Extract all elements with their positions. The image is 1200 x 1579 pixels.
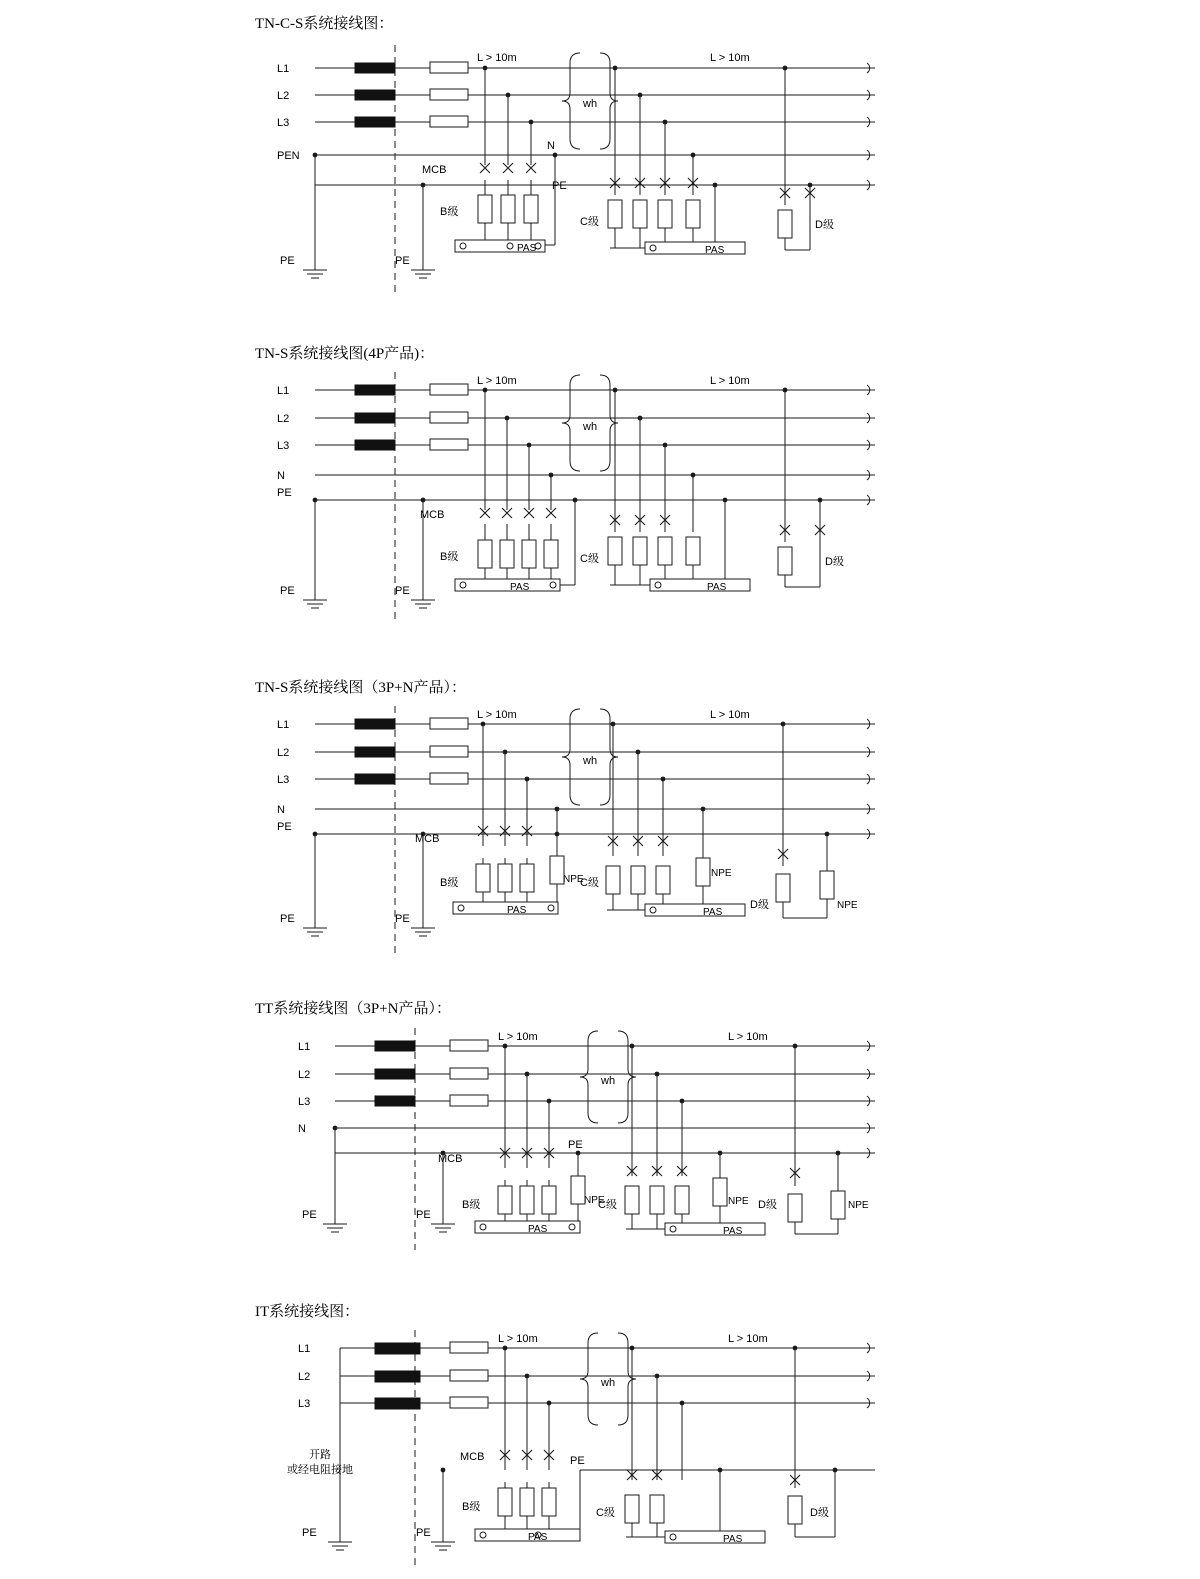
label-pe-mid: PE — [570, 1455, 585, 1467]
it-note-line2: 或经电阻接地 — [287, 1464, 353, 1476]
label-length-2: L > 10m — [710, 375, 750, 387]
label-wh: wh — [583, 755, 598, 767]
label-l2: L2 — [277, 413, 290, 425]
label-pe-second: PE — [416, 1527, 431, 1539]
label-class-c: C级 — [580, 553, 599, 565]
label-class-c: C级 — [598, 1199, 617, 1211]
label-pe-left: PE — [280, 255, 295, 267]
label-length-1: L > 10m — [477, 52, 517, 64]
label-pe-bus: PE — [277, 821, 292, 833]
label-l1: L1 — [277, 719, 290, 731]
label-class-c: C级 — [580, 216, 599, 228]
label-class-d: D级 — [825, 556, 844, 568]
label-npe-b: NPE — [563, 874, 584, 885]
label-l3: L3 — [277, 774, 290, 786]
diagram-it — [280, 1330, 920, 1575]
section-title-it: IT系统接线图： — [255, 1304, 360, 1320]
label-length-1: L > 10m — [477, 709, 517, 721]
label-length-1: L > 10m — [498, 1031, 538, 1043]
label-length-1: L > 10m — [498, 1333, 538, 1345]
section-title-tns4p: TN-S系统接线图(4P产品)： — [255, 346, 435, 362]
label-pe-mid: PE — [568, 1139, 583, 1151]
label-npe-c: NPE — [728, 1196, 749, 1207]
label-class-b: B级 — [462, 1199, 481, 1211]
diagram-tns4p — [255, 372, 915, 632]
label-l2: L2 — [298, 1371, 311, 1383]
label-l1: L1 — [298, 1343, 311, 1355]
section-title-tt3pn: TT系统接线图（3P+N产品）： — [255, 1001, 451, 1017]
label-class-d: D级 — [750, 899, 769, 911]
label-wh: wh — [601, 1377, 616, 1389]
label-l3: L3 — [298, 1096, 311, 1108]
label-mcb: MCB — [415, 833, 440, 845]
label-class-b: B级 — [440, 551, 459, 563]
label-l2: L2 — [277, 90, 290, 102]
label-l3: L3 — [277, 117, 290, 129]
label-pe-second: PE — [395, 255, 410, 267]
label-pas-1: PAS — [517, 243, 537, 254]
label-length-2: L > 10m — [710, 52, 750, 64]
label-pe-second: PE — [416, 1209, 431, 1221]
label-wh: wh — [601, 1075, 616, 1087]
label-class-c: C级 — [596, 1507, 615, 1519]
label-n: N — [547, 140, 555, 152]
label-l2: L2 — [298, 1069, 311, 1081]
label-pas-1: PAS — [528, 1532, 548, 1543]
label-mcb: MCB — [420, 509, 445, 521]
label-npe-d: NPE — [837, 900, 858, 911]
label-l2: L2 — [277, 747, 290, 759]
label-pe-second: PE — [395, 913, 410, 925]
label-pe-left: PE — [302, 1209, 317, 1221]
label-n: N — [277, 804, 285, 816]
label-wh: wh — [583, 421, 598, 433]
label-class-d: D级 — [758, 1199, 777, 1211]
label-pas-1: PAS — [528, 1224, 548, 1235]
label-pas-2: PAS — [723, 1534, 743, 1545]
diagram-tncs — [255, 45, 915, 300]
label-class-d: D级 — [810, 1507, 829, 1519]
label-class-d: D级 — [815, 219, 834, 231]
label-npe-d: NPE — [848, 1200, 869, 1211]
label-pe-second: PE — [395, 585, 410, 597]
label-class-b: B级 — [440, 877, 459, 889]
label-pas-1: PAS — [510, 582, 530, 593]
label-n: N — [298, 1123, 306, 1135]
section-title-tncs: TN-C-S系统接线图： — [255, 16, 394, 32]
label-pe-mid: PE — [552, 180, 567, 192]
label-pas-2: PAS — [703, 907, 723, 918]
diagram-tt3pn — [280, 1028, 920, 1253]
label-npe-b: NPE — [584, 1195, 605, 1206]
label-class-b: B级 — [440, 206, 459, 218]
label-l1: L1 — [277, 385, 290, 397]
label-pe-left: PE — [302, 1527, 317, 1539]
label-pen: PEN — [277, 150, 300, 162]
label-pe-left: PE — [280, 913, 295, 925]
label-pas-2: PAS — [723, 1226, 743, 1237]
label-length-2: L > 10m — [728, 1031, 768, 1043]
section-title-tns3pn: TN-S系统接线图（3P+N产品）： — [255, 680, 466, 696]
label-pe-left: PE — [280, 585, 295, 597]
label-pe-bus: PE — [277, 487, 292, 499]
label-mcb: MCB — [460, 1451, 485, 1463]
label-pas-2: PAS — [705, 245, 725, 256]
label-length-2: L > 10m — [728, 1333, 768, 1345]
it-note-line1: 开路 — [309, 1449, 331, 1461]
label-l3: L3 — [298, 1398, 311, 1410]
label-class-b: B级 — [462, 1501, 481, 1513]
label-pas-2: PAS — [707, 582, 727, 593]
label-l1: L1 — [277, 63, 290, 75]
label-l1: L1 — [298, 1041, 311, 1053]
label-mcb: MCB — [438, 1153, 463, 1165]
label-pas-1: PAS — [507, 905, 527, 916]
diagram-tns3pn — [255, 706, 915, 961]
label-length-2: L > 10m — [710, 709, 750, 721]
label-length-1: L > 10m — [477, 375, 517, 387]
label-mcb: MCB — [422, 164, 447, 176]
label-l3: L3 — [277, 440, 290, 452]
label-n: N — [277, 470, 285, 482]
label-wh: wh — [583, 98, 598, 110]
label-npe-c: NPE — [711, 868, 732, 879]
label-class-c: C级 — [580, 877, 599, 889]
